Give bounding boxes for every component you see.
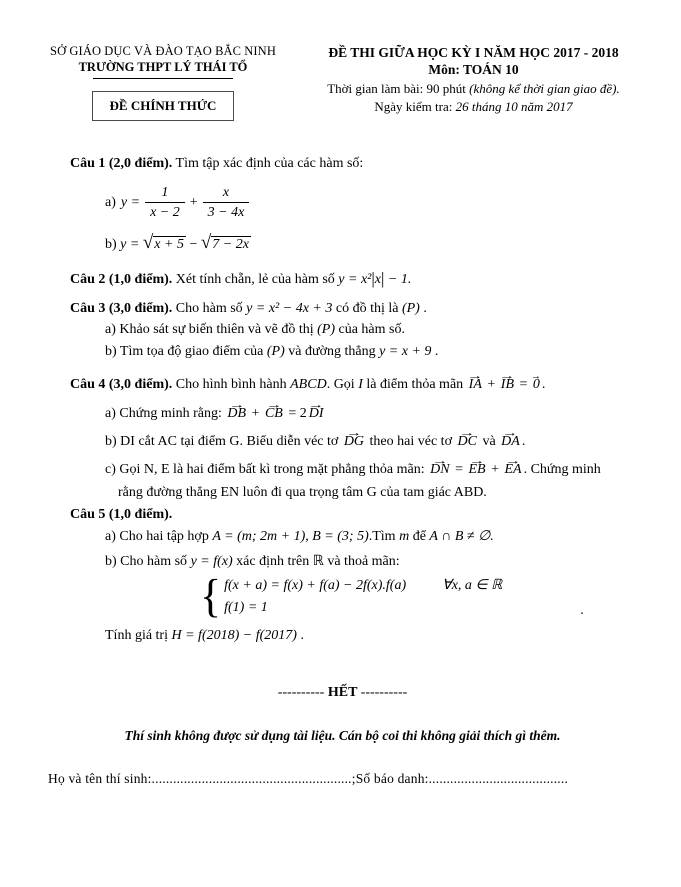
question-5-label: Câu 5 (1,0 điểm). — [70, 507, 173, 522]
item-a-label: a) — [105, 322, 116, 337]
question-4-heading: Câu 4 (3,0 điểm). Cho hình bình hành ABCD. Gọi I là điểm thỏa mãn IA → + IB → = 0 → . — [70, 372, 653, 398]
radical-sign: √ — [142, 232, 154, 253]
question-3b: b) Tìm tọa độ giao điểm của (P) và đường thẳng y = x + 9 . — [105, 344, 439, 359]
candidate-number-blank: ....................................... — [428, 771, 569, 786]
item-c-label: c) — [105, 462, 116, 477]
fraction-2: $\frac{x}{3 - 4x}$ — [203, 183, 250, 222]
item-a-label: a) — [105, 529, 116, 544]
question-2-heading: Câu 2 (1,0 điểm). Xét tính chẵn, lẻ của hàm số y = x²|x| − 1. — [70, 269, 412, 288]
vector-DG: DG → — [344, 429, 364, 455]
vector-CB: CB → — [265, 401, 283, 427]
vector-EA: EA → — [504, 457, 521, 483]
item-b-label: b) — [105, 344, 117, 359]
question-3a: a) Khảo sát sự biến thiên và vẽ đồ thị (P) của hàm số. — [105, 322, 405, 337]
vector-DA: DA → — [501, 429, 520, 455]
header — [32, 44, 653, 121]
fraction-1: $\frac{1}{x - 2}$ — [145, 183, 185, 222]
exam-rules-note: Thí sinh không được sử dụng tài liệu. Cán bộ coi thi không giải thích gì thêm. — [124, 728, 561, 743]
exam-duration: Thời gian làm bài: 90 phút (không kể thời gian giao đề). — [327, 81, 620, 96]
exam-body — [32, 153, 653, 787]
candidate-name-blank: ........................................................ — [151, 771, 352, 786]
system-equation-1: f(x + a) = f(x) + f(a) − 2f(x).f(a) — [224, 578, 407, 593]
vector-DN: DN → — [430, 457, 449, 483]
question-4a: a) Chứng minh rằng: DB → + CB → = 2 DI → — [105, 401, 653, 427]
item-a-label: a) — [105, 406, 116, 421]
question-1b: b) y = √x + 5 − √7 − 2x — [105, 232, 249, 253]
system-quantifier: ∀x, a ∈ ℝ — [442, 578, 503, 593]
radical-sign: √ — [200, 232, 212, 253]
question-4c: c) Gọi N, E là hai điểm bất kì trong mặt phẳng thỏa mãn: DN → = EB → + EA → . Chứng minh rằng đường thẳng EN luôn đi qua trọng tâm G của tam giác ABD. — [105, 457, 653, 503]
sqrt-2: √7 − 2x — [200, 232, 249, 253]
candidate-info-line — [48, 771, 653, 787]
vector-DC: DC → — [457, 429, 476, 455]
system-brace: { — [200, 570, 222, 623]
exam-date: Ngày kiểm tra: 26 tháng 10 năm 2017 — [374, 99, 573, 114]
question-3-heading: Câu 3 (3,0 điểm). Cho hàm số y = x² − 4x + 3 có đồ thị là (P) . — [70, 301, 427, 316]
item-a-label: a) — [105, 194, 116, 210]
question-1a: a) y = $\frac{1}{x - 2}$ + $\frac{x}{3 - 4x}$ — [105, 183, 653, 222]
question-3-label: Câu 3 (3,0 điểm). — [70, 301, 173, 316]
question-4c-continued: rằng đường thẳng EN luôn đi qua trọng tâm G của tam giác ABD. — [118, 485, 487, 500]
candidate-name-label: Họ và tên thí sinh: — [48, 771, 152, 786]
item-b-label: b) — [105, 237, 117, 252]
question-5-final: Tính giá trị H = f(2018) − f(2017) . — [105, 628, 304, 643]
question-1-heading: Câu 1 (2,0 điểm). Tìm tập xác định của các hàm số: — [70, 156, 364, 171]
vector-DB: DB → — [227, 401, 246, 427]
end-marker: ---------- HẾT ---------- — [277, 685, 408, 700]
department-name: SỞ GIÁO DỤC VÀ ĐÀO TẠO BẮC NINH — [50, 44, 276, 58]
question-5b: b) Cho hàm số y = f(x) xác định trên ℝ và thoả mãn: — [105, 554, 400, 569]
vector-EB: EB → — [468, 457, 485, 483]
exam-title: ĐỀ THI GIỮA HỌC KỲ I NĂM HỌC 2017 - 2018 — [328, 45, 619, 60]
candidate-number-label: ;Số báo danh: — [351, 771, 429, 786]
system-equation-2: f(1) = 1 — [224, 600, 268, 615]
question-4-label: Câu 4 (3,0 điểm). — [70, 377, 173, 392]
exam-subject: Môn: TOÁN 10 — [428, 62, 519, 77]
question-4b: b) DI cắt AC tại điểm G. Biểu diễn véc tơ DG → theo hai véc tơ DC → và DA → . — [105, 429, 653, 455]
vector-DI: DI → — [309, 401, 324, 427]
vector-zero: 0 → — [533, 372, 540, 398]
sqrt-1: √x + 5 — [142, 232, 184, 253]
end-label: HẾT — [324, 685, 361, 700]
question-5b-system — [200, 570, 653, 623]
header-left — [32, 44, 294, 121]
question-5-heading — [70, 504, 653, 525]
vector-IB: IB → — [501, 372, 514, 398]
vector-IA: IA → — [469, 372, 482, 398]
item-b-label: b) — [105, 554, 117, 569]
question-2-label: Câu 2 (1,0 điểm). — [70, 272, 173, 287]
official-exam-stamp: ĐỀ CHÍNH THỨC — [92, 91, 235, 121]
header-right — [294, 44, 653, 121]
question-5a: a) Cho hai tập hợp A = (m; 2m + 1), B = (3; 5).Tìm m để A ∩ B ≠ ∅. — [105, 529, 494, 544]
header-underline — [93, 78, 233, 79]
system-period: . — [580, 603, 584, 618]
school-name: TRƯỜNG THPT LÝ THÁI TỔ — [78, 60, 248, 74]
item-b-label: b) — [105, 434, 117, 449]
question-1-label: Câu 1 (2,0 điểm). — [70, 156, 173, 171]
